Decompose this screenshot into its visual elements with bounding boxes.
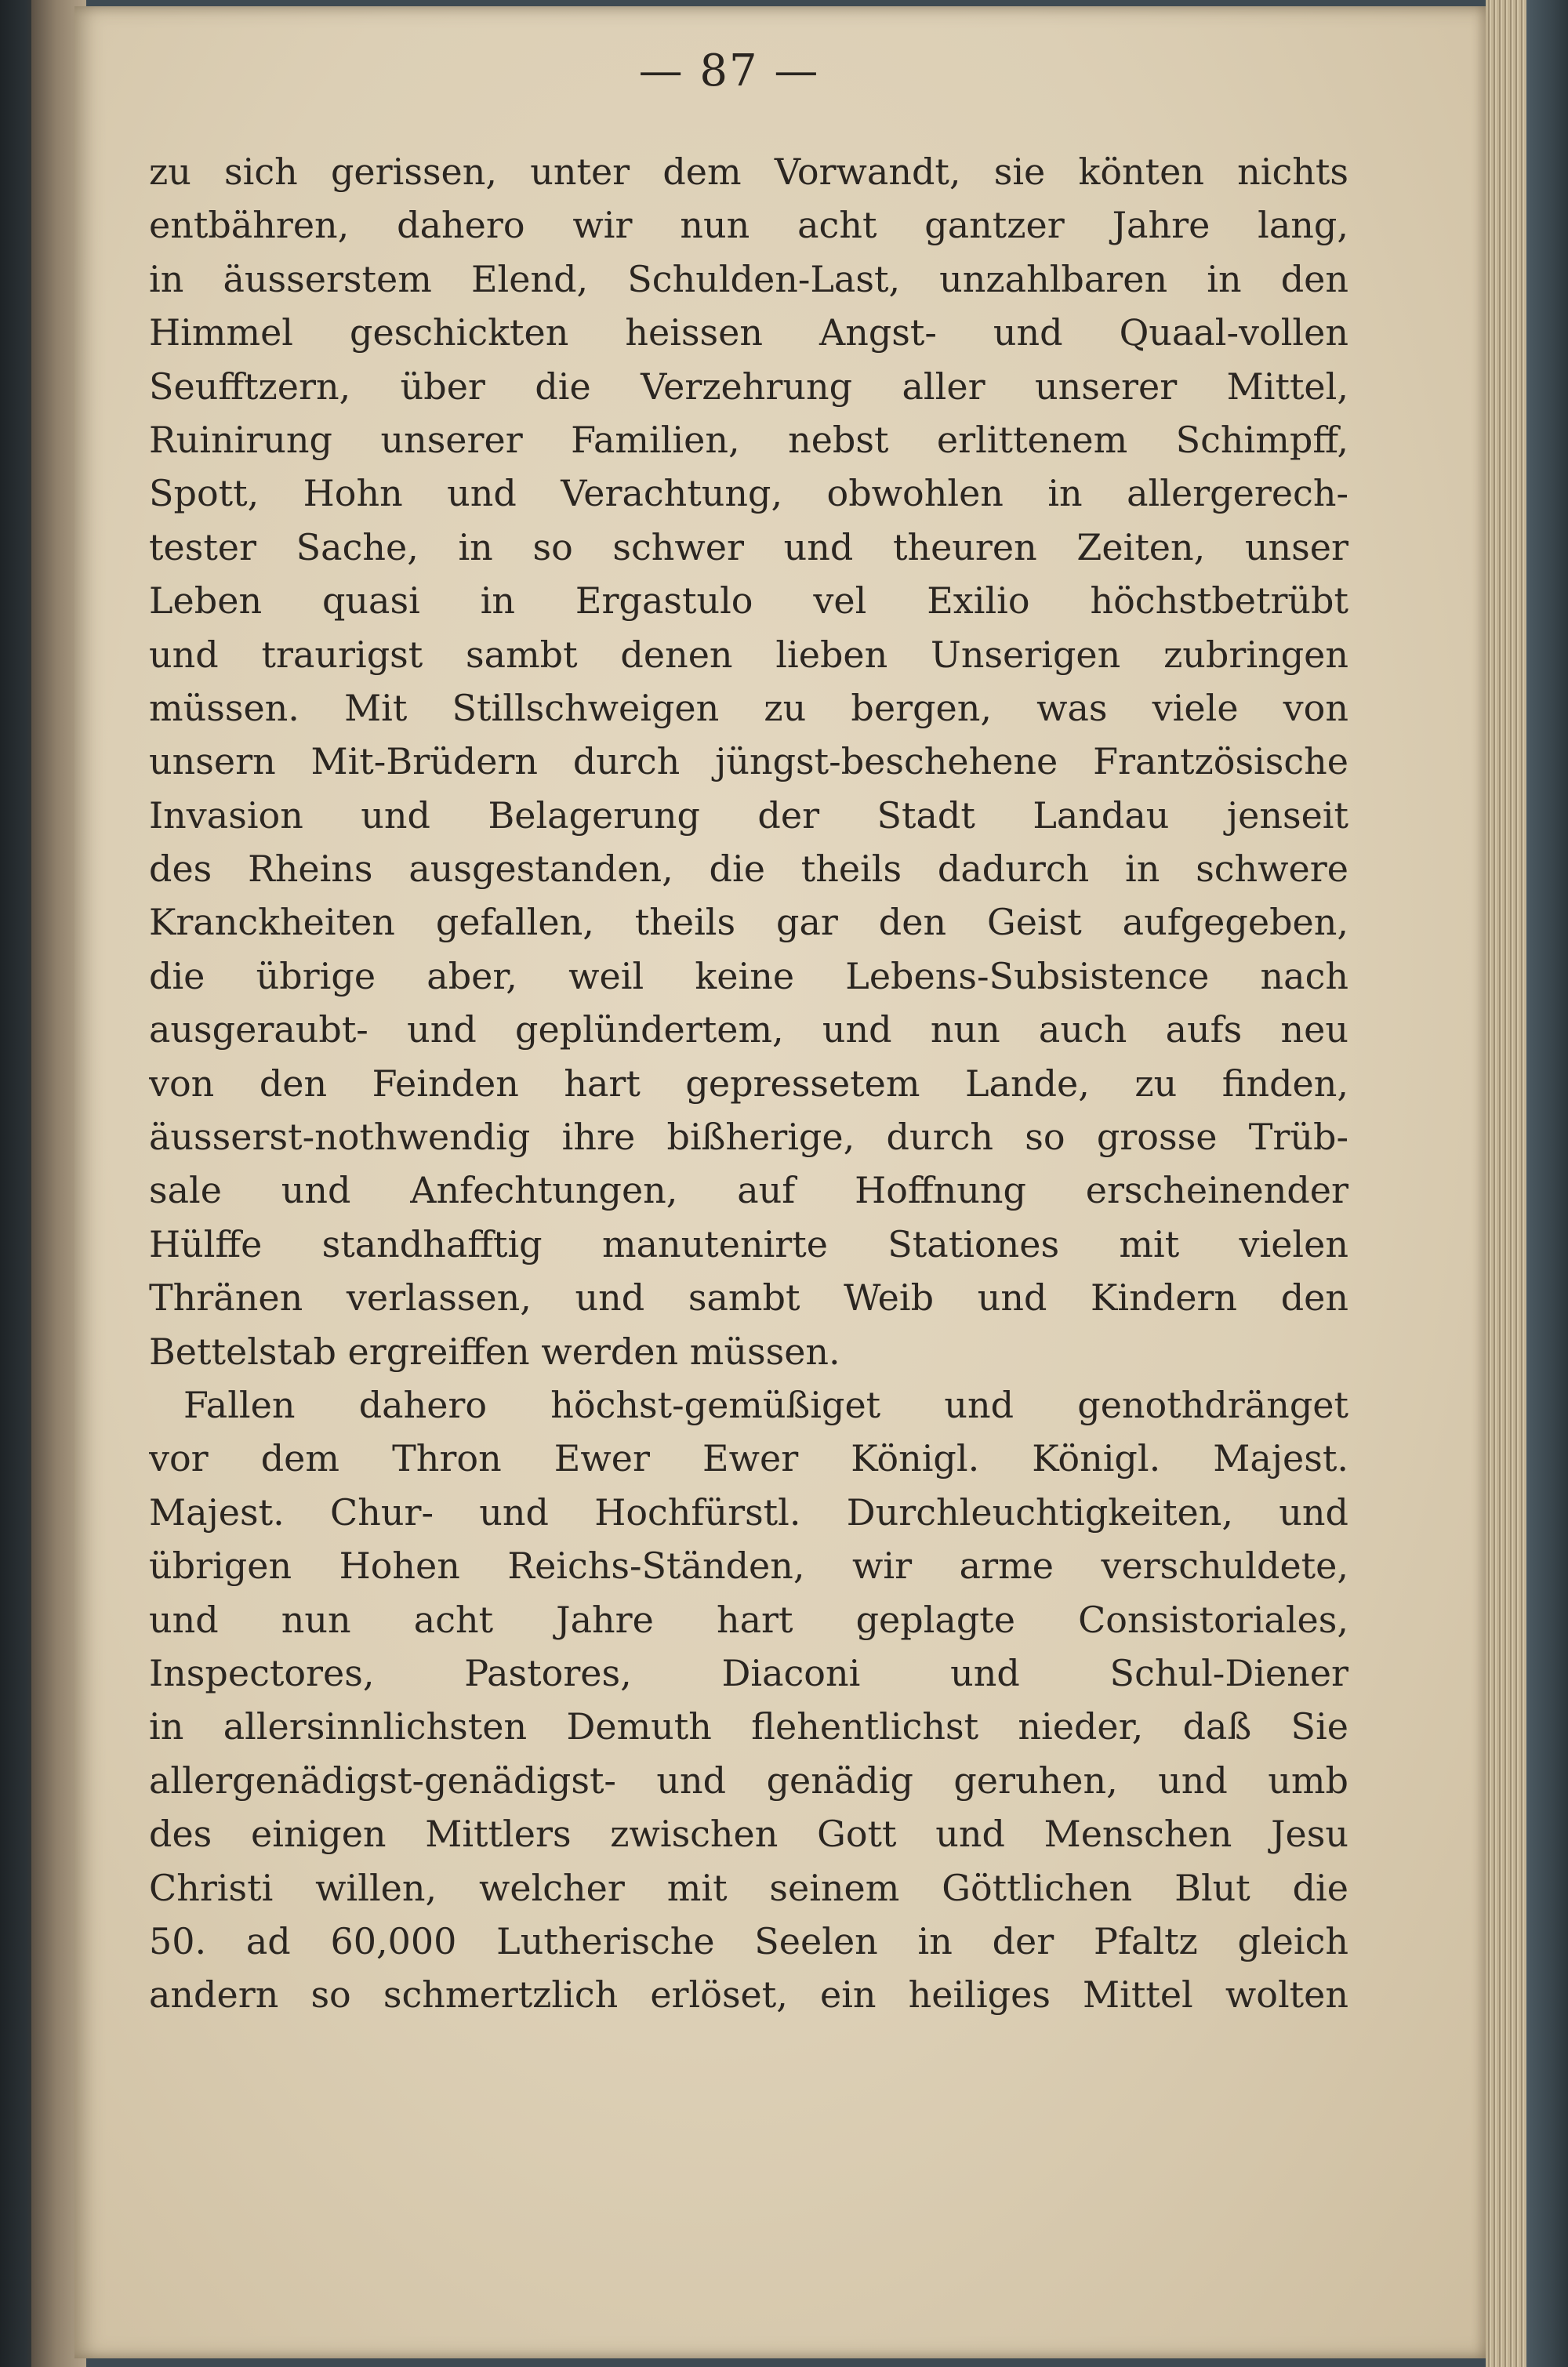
text-line: in äusserstem Elend, Schulden-Last, unzahlbaren in den [149, 257, 1348, 300]
text-line: Majest. Chur- und Hochfürstl. Durchleuchtigkeiten, und [149, 1490, 1348, 1534]
text-line: Inspectores, Pastores, Diaconi und Schul-Diener [149, 1651, 1348, 1694]
text-line: in allersinnlichsten Demuth flehentlichst nieder, daß Sie [149, 1705, 1348, 1748]
page-number: — 87 — [638, 45, 820, 96]
body-text [149, 145, 1348, 2022]
text-line: und traurigst sambt denen lieben Unserigen zubringen [149, 633, 1348, 676]
text-line: vor dem Thron Ewer Ewer Königl. Königl. Majest. [149, 1437, 1348, 1480]
text-line: äusserst-nothwendig ihre bißherige, durch so grosse Trüb- [149, 1116, 1348, 1159]
text-line: entbähren, dahero wir nun acht gantzer Jahre lang, [149, 204, 1348, 247]
text-line: Fallen dahero höchst-gemüßiget und genothdränget [183, 1383, 1348, 1426]
text-line: sale und Anfechtungen, auf Hoffnung erscheinender [149, 1169, 1348, 1212]
text-line: übrigen Hohen Reichs-Ständen, wir arme verschuldete, [149, 1545, 1348, 1588]
text-line: die übrige aber, weil keine Lebens-Subsistence nach [149, 954, 1348, 997]
text-line: tester Sache, in so schwer und theuren Zeiten, unser [149, 525, 1348, 568]
text-line: Leben quasi in Ergastulo vel Exilio höchstbetrübt [149, 579, 1348, 623]
text-line: Bettelstab ergreiffen werden müssen. [149, 1330, 840, 1373]
text-line: Thränen verlassen, und sambt Weib und Kindern den [149, 1276, 1348, 1320]
text-line: von den Feinden hart gepressetem Lande, zu finden, [149, 1062, 1348, 1105]
text-line: unsern Mit-Brüdern durch jüngst-beschehene Frantzösische [149, 740, 1348, 783]
text-line: des einigen Mittlers zwischen Gott und Menschen Jesu [149, 1813, 1348, 1856]
book-cover-edge [1526, 0, 1568, 2367]
text-line: Kranckheiten gefallen, theils gar den Geist aufgegeben, [149, 901, 1348, 944]
text-line: Christi willen, welcher mit seinem Göttlichen Blut die [149, 1866, 1348, 1909]
text-line: Seufftzern, über die Verzehrung aller unserer Mittel, [149, 365, 1348, 408]
text-line: Invasion und Belagerung der Stadt Landau jenseit [149, 793, 1348, 837]
text-line: müssen. Mit Stillschweigen zu bergen, was viele von [149, 686, 1348, 729]
text-line: Hülffe standhafftig manutenirte Stationes mit vielen [149, 1222, 1348, 1265]
text-line: und nun acht Jahre hart geplagte Consistoriales, [149, 1598, 1348, 1641]
text-line: ausgeraubt- und geplündertem, und nun auch aufs neu [149, 1008, 1348, 1051]
text-line: zu sich gerissen, unter dem Vorwandt, sie könten nichts [149, 151, 1348, 193]
text-line: Spott, Hohn und Verachtung, obwohlen in allergerech- [149, 472, 1348, 515]
text-line: 50. ad 60,000 Lutherische Seelen in der Pfaltz gleich [149, 1919, 1348, 1962]
text-line: Himmel geschickten heissen Angst- und Quaal-vollen [149, 311, 1348, 354]
text-line: des Rheins ausgestanden, die theils dadurch in schwere [149, 848, 1348, 891]
text-line: allergenädigst-genädigst- und genädig geruhen, und umb [149, 1759, 1348, 1802]
text-line: Ruinirung unserer Familien, nebst erlittenem Schimpff, [149, 418, 1348, 461]
text-line: andern so schmertzlich erlöset, ein heiliges Mittel wolten [149, 1973, 1348, 2017]
page-block-edges [1486, 0, 1526, 2367]
